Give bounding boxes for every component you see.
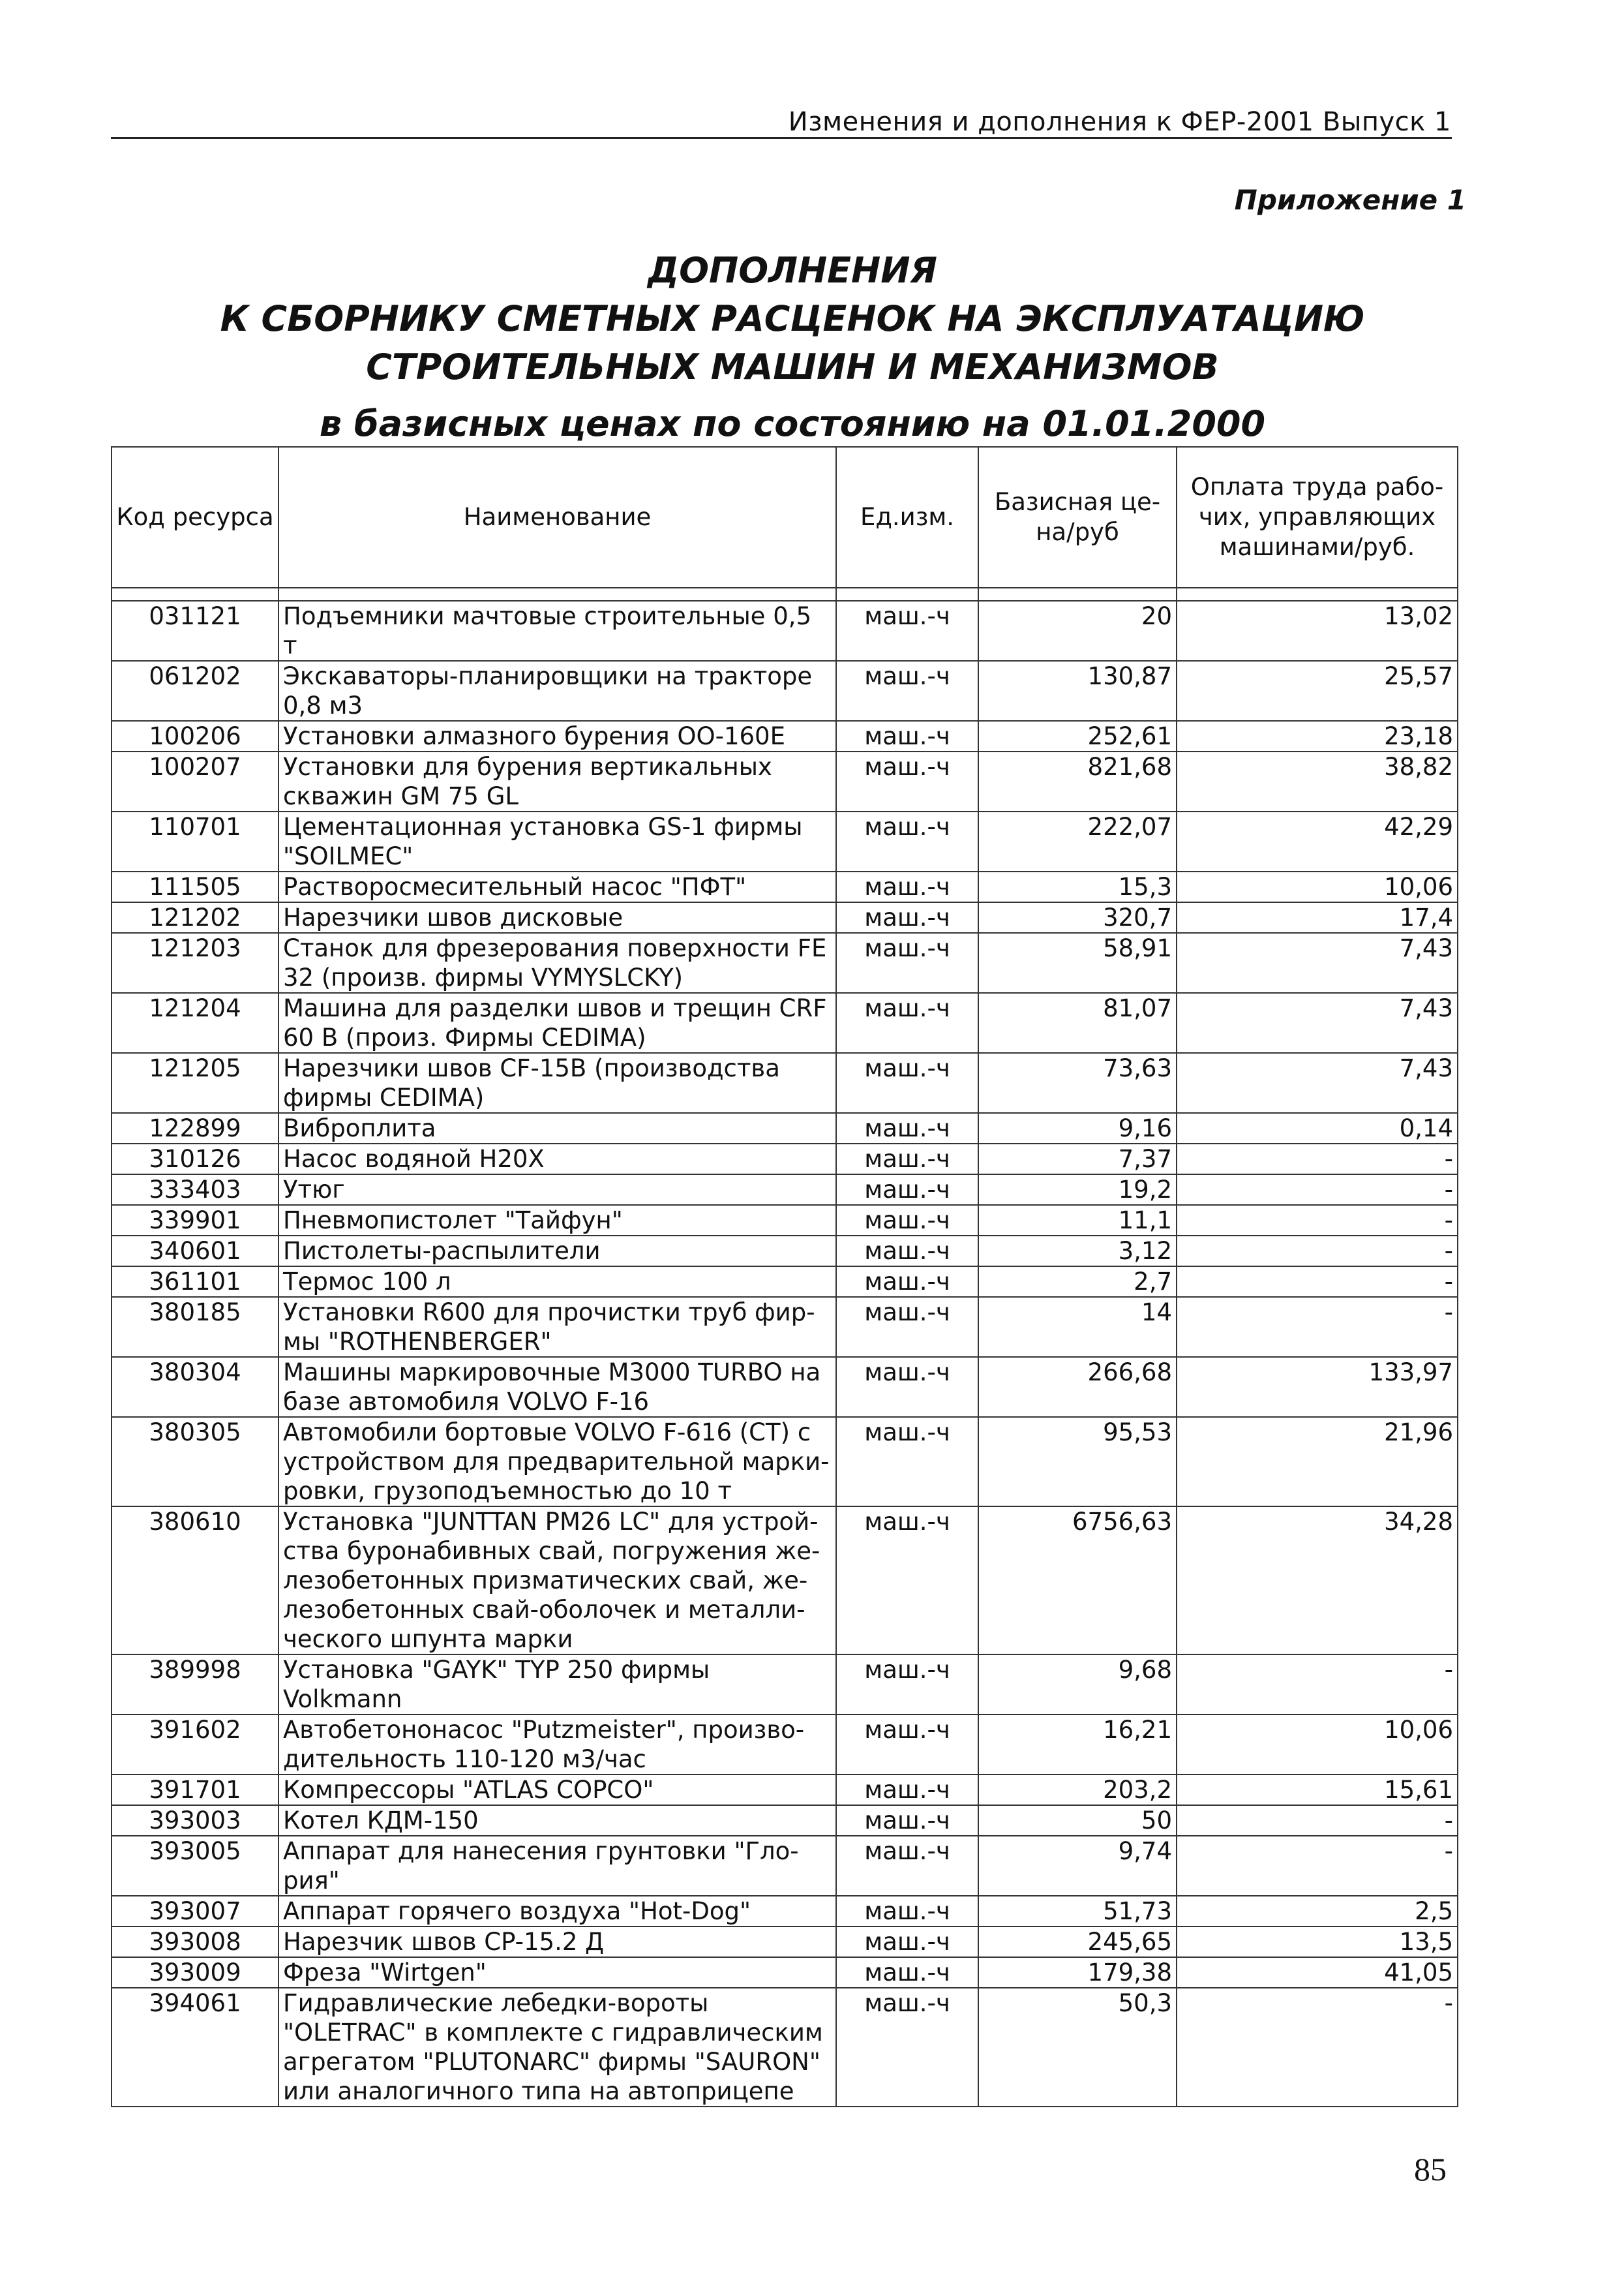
table-row <box>112 1357 1458 1417</box>
cell-pay: 133,97 <box>1177 1357 1458 1417</box>
cell-pay: 2,5 <box>1177 1896 1458 1926</box>
cell-name: Цементационная установка GS-1 фирмы "SOILMEC" <box>278 812 836 872</box>
cell-price: 14 <box>978 1297 1177 1357</box>
col-header-pay: Оплата труда рабо-чих, управляющих машинами/руб. <box>1177 447 1458 588</box>
table-row <box>112 872 1458 902</box>
title-line-2: К СБОРНИКУ СМЕТНЫХ РАСЦЕНОК НА ЭКСПЛУАТАЦИЮ <box>220 298 1365 339</box>
cell-price: 15,3 <box>978 872 1177 902</box>
cell-price: 58,91 <box>978 933 1177 993</box>
table-row <box>112 1774 1458 1805</box>
cell-name: Нарезчики швов дисковые <box>278 902 836 933</box>
cell-code: 380305 <box>112 1417 278 1506</box>
cell-unit: маш.-ч <box>836 1988 978 2107</box>
cell-pay: - <box>1177 1297 1458 1357</box>
cell-price: 9,68 <box>978 1654 1177 1714</box>
cell-name: Установки алмазного бурения ОО-160Е <box>278 721 836 752</box>
cell-price: 51,73 <box>978 1896 1177 1926</box>
cell-code: 110701 <box>112 812 278 872</box>
cell-price: 95,53 <box>978 1417 1177 1506</box>
cell-name: Подъемники мачтовые строительные 0,5 т <box>278 601 836 661</box>
cell-name: Автомобили бортовые VOLVO F-616 (CT) с устройством для предварительной марки-ровки, грузоподъемностью до 10 т <box>278 1417 836 1506</box>
cell-pay: 10,06 <box>1177 872 1458 902</box>
cell-name: Машины маркировочные M3000 TURBO на базе автомобиля VOLVO F-16 <box>278 1357 836 1417</box>
cell-name: Экскаваторы-планировщики на тракторе 0,8 м3 <box>278 661 836 721</box>
cell-pay: - <box>1177 1805 1458 1836</box>
cell-unit: маш.-ч <box>836 601 978 661</box>
cell-code: 121205 <box>112 1053 278 1113</box>
col-header-unit: Ед.изм. <box>836 447 978 588</box>
document-subtitle: в базисных ценах по состоянию на 01.01.2000 <box>319 403 1266 444</box>
cell-price: 2,7 <box>978 1266 1177 1297</box>
cell-pay: - <box>1177 1836 1458 1896</box>
cell-unit: маш.-ч <box>836 1205 978 1236</box>
cell-price: 203,2 <box>978 1774 1177 1805</box>
cell-pay: 41,05 <box>1177 1957 1458 1988</box>
cell-name: Станок для фрезерования поверхности FE 32 (произв. фирмы VYMYSLCKY) <box>278 933 836 993</box>
cell-unit: маш.-ч <box>836 902 978 933</box>
cell-price: 266,68 <box>978 1357 1177 1417</box>
cell-pay: - <box>1177 1654 1458 1714</box>
table-row <box>112 1205 1458 1236</box>
table-row <box>112 1417 1458 1506</box>
cell-name: Виброплита <box>278 1113 836 1144</box>
cell-unit: маш.-ч <box>836 1266 978 1297</box>
cell-unit: маш.-ч <box>836 1357 978 1417</box>
cell-name: Насос водяной H20X <box>278 1144 836 1174</box>
table-row <box>112 993 1458 1053</box>
table-row <box>112 812 1458 872</box>
cell-name: Установка "GAYK" TYP 250 фирмы Volkmann <box>278 1654 836 1714</box>
cell-price: 222,07 <box>978 812 1177 872</box>
cell-code: 380610 <box>112 1506 278 1654</box>
cell-price: 11,1 <box>978 1205 1177 1236</box>
page-number: 85 <box>1414 2151 1447 2187</box>
cell-price: 245,65 <box>978 1926 1177 1957</box>
cell-name: Автобетононасос "Putzmeister", произво-дительность 110-120 м3/час <box>278 1714 836 1774</box>
cell-code: 393003 <box>112 1805 278 1836</box>
cell-pay: 0,14 <box>1177 1113 1458 1144</box>
cell-code: 100207 <box>112 752 278 812</box>
cell-price: 179,38 <box>978 1957 1177 1988</box>
table-row <box>112 1506 1458 1654</box>
table-row <box>112 1144 1458 1174</box>
cell-pay: - <box>1177 1174 1458 1205</box>
table-row <box>112 1836 1458 1896</box>
cell-unit: маш.-ч <box>836 721 978 752</box>
cell-pay: 7,43 <box>1177 993 1458 1053</box>
cell-name: Установки R600 для прочистки труб фир-мы "ROTHENBERGER" <box>278 1297 836 1357</box>
cell-code: 061202 <box>112 661 278 721</box>
cell-unit: маш.-ч <box>836 661 978 721</box>
cell-pay: 13,02 <box>1177 601 1458 661</box>
table-row <box>112 1174 1458 1205</box>
cell-unit: маш.-ч <box>836 1805 978 1836</box>
table-row <box>112 1714 1458 1774</box>
cell-unit: маш.-ч <box>836 1174 978 1205</box>
cell-code: 391701 <box>112 1774 278 1805</box>
cell-code: 121204 <box>112 993 278 1053</box>
cell-pay: 13,5 <box>1177 1926 1458 1957</box>
table-row <box>112 1957 1458 1988</box>
table-row <box>112 933 1458 993</box>
col-header-name: Наименование <box>278 447 836 588</box>
resource-table <box>111 446 1458 2107</box>
cell-code: 310126 <box>112 1144 278 1174</box>
cell-unit: маш.-ч <box>836 1957 978 1988</box>
cell-code: 121202 <box>112 902 278 933</box>
table-row <box>112 1053 1458 1113</box>
cell-code: 340601 <box>112 1236 278 1266</box>
cell-pay: 23,18 <box>1177 721 1458 752</box>
cell-unit: маш.-ч <box>836 993 978 1053</box>
cell-unit: маш.-ч <box>836 1113 978 1144</box>
cell-code: 380304 <box>112 1357 278 1417</box>
cell-unit: маш.-ч <box>836 1417 978 1506</box>
cell-pay: 15,61 <box>1177 1774 1458 1805</box>
cell-unit: маш.-ч <box>836 812 978 872</box>
cell-price: 9,16 <box>978 1113 1177 1144</box>
cell-price: 81,07 <box>978 993 1177 1053</box>
cell-price: 16,21 <box>978 1714 1177 1774</box>
table-header-row <box>112 447 1458 588</box>
cell-price: 50,3 <box>978 1988 1177 2107</box>
cell-price: 130,87 <box>978 661 1177 721</box>
cell-name: Установка "JUNTTAN PM26 LC" для устрой-ства буронабивных свай, погружения же-лезобетонных призматических свай, же-лезобетонных свай-оболочек и металли-ческого шпунта марки <box>278 1506 836 1654</box>
col-header-price: Базисная це-на/руб <box>978 447 1177 588</box>
table-row <box>112 902 1458 933</box>
cell-code: 122899 <box>112 1113 278 1144</box>
title-line-3: СТРОИТЕЛЬНЫХ МАШИН И МЕХАНИЗМОВ <box>366 346 1219 388</box>
cell-unit: маш.-ч <box>836 1926 978 1957</box>
cell-code: 121203 <box>112 933 278 993</box>
table-row <box>112 1896 1458 1926</box>
cell-price: 20 <box>978 601 1177 661</box>
cell-name: Нарезчик швов CP-15.2 Д <box>278 1926 836 1957</box>
table-row <box>112 1654 1458 1714</box>
cell-name: Аппарат горячего воздуха "Hot-Dog" <box>278 1896 836 1926</box>
cell-pay: 7,43 <box>1177 1053 1458 1113</box>
cell-pay: 42,29 <box>1177 812 1458 872</box>
cell-name: Установки для бурения вертикальных скважин GM 75 GL <box>278 752 836 812</box>
cell-pay: - <box>1177 1236 1458 1266</box>
cell-pay: 34,28 <box>1177 1506 1458 1654</box>
cell-unit: маш.-ч <box>836 1506 978 1654</box>
cell-code: 380185 <box>112 1297 278 1357</box>
cell-name: Аппарат для нанесения грунтовки "Гло-рия" <box>278 1836 836 1896</box>
table-row <box>112 1805 1458 1836</box>
cell-unit: маш.-ч <box>836 933 978 993</box>
table-row <box>112 1266 1458 1297</box>
cell-unit: маш.-ч <box>836 1236 978 1266</box>
cell-code: 333403 <box>112 1174 278 1205</box>
col-header-code: Код ресурса <box>112 447 278 588</box>
cell-name: Котел КДМ-150 <box>278 1805 836 1836</box>
cell-unit: маш.-ч <box>836 1714 978 1774</box>
header-rule <box>111 137 1452 139</box>
cell-price: 320,7 <box>978 902 1177 933</box>
cell-price: 7,37 <box>978 1144 1177 1174</box>
cell-price: 821,68 <box>978 752 1177 812</box>
cell-pay: 21,96 <box>1177 1417 1458 1506</box>
cell-name: Пневмопистолет "Тайфун" <box>278 1205 836 1236</box>
cell-name: Растворосмесительный насос "ПФТ" <box>278 872 836 902</box>
cell-unit: маш.-ч <box>836 1144 978 1174</box>
cell-unit: маш.-ч <box>836 752 978 812</box>
cell-unit: маш.-ч <box>836 1053 978 1113</box>
cell-unit: маш.-ч <box>836 1836 978 1896</box>
table-row <box>112 661 1458 721</box>
table-row <box>112 1926 1458 1957</box>
cell-code: 393009 <box>112 1957 278 1988</box>
cell-code: 389998 <box>112 1654 278 1714</box>
table-row <box>112 1236 1458 1266</box>
cell-unit: маш.-ч <box>836 872 978 902</box>
cell-unit: маш.-ч <box>836 1654 978 1714</box>
table-row <box>112 752 1458 812</box>
cell-price: 19,2 <box>978 1174 1177 1205</box>
cell-code: 111505 <box>112 872 278 902</box>
cell-price: 9,74 <box>978 1836 1177 1896</box>
header-spacer-row <box>112 588 1458 601</box>
cell-name: Компрессоры "ATLAS COPCO" <box>278 1774 836 1805</box>
running-header: Изменения и дополнения к ФЕР-2001 Выпуск 1 <box>788 107 1451 137</box>
cell-code: 393007 <box>112 1896 278 1926</box>
cell-code: 100206 <box>112 721 278 752</box>
cell-name: Нарезчики швов CF-15В (производства фирмы CEDIMA) <box>278 1053 836 1113</box>
cell-pay: - <box>1177 1144 1458 1174</box>
title-line-1: ДОПОЛНЕНИЯ <box>648 250 937 291</box>
cell-price: 252,61 <box>978 721 1177 752</box>
cell-pay: 25,57 <box>1177 661 1458 721</box>
cell-code: 361101 <box>112 1266 278 1297</box>
cell-pay: 10,06 <box>1177 1714 1458 1774</box>
cell-pay: - <box>1177 1205 1458 1236</box>
cell-pay: 7,43 <box>1177 933 1458 993</box>
cell-name: Фреза "Wirtgen" <box>278 1957 836 1988</box>
cell-code: 394061 <box>112 1988 278 2107</box>
cell-code: 391602 <box>112 1714 278 1774</box>
cell-code: 339901 <box>112 1205 278 1236</box>
cell-pay: 38,82 <box>1177 752 1458 812</box>
table-body <box>112 588 1458 2107</box>
cell-name: Термос 100 л <box>278 1266 836 1297</box>
cell-price: 50 <box>978 1805 1177 1836</box>
cell-pay: - <box>1177 1988 1458 2107</box>
table-row <box>112 1988 1458 2107</box>
cell-price: 73,63 <box>978 1053 1177 1113</box>
cell-price: 6756,63 <box>978 1506 1177 1654</box>
cell-code: 031121 <box>112 601 278 661</box>
cell-price: 3,12 <box>978 1236 1177 1266</box>
cell-name: Гидравлические лебедки-вороты "OLETRAC" в комплекте с гидравлическим агрегатом "PLUTONARC" фирмы "SAURON" или аналогичного типа на автоприцепе <box>278 1988 836 2107</box>
table-row <box>112 1113 1458 1144</box>
table-row <box>112 601 1458 661</box>
cell-unit: маш.-ч <box>836 1774 978 1805</box>
cell-name: Пистолеты-распылители <box>278 1236 836 1266</box>
appendix-label: Приложение 1 <box>1234 184 1466 216</box>
cell-unit: маш.-ч <box>836 1297 978 1357</box>
cell-pay: 17,4 <box>1177 902 1458 933</box>
cell-pay: - <box>1177 1266 1458 1297</box>
cell-unit: маш.-ч <box>836 1896 978 1926</box>
cell-code: 393008 <box>112 1926 278 1957</box>
cell-name: Машина для разделки швов и трещин CRF 60 В (произ. Фирмы CEDIMA) <box>278 993 836 1053</box>
table-row <box>112 721 1458 752</box>
cell-code: 393005 <box>112 1836 278 1896</box>
document-title <box>0 247 1585 391</box>
cell-name: Утюг <box>278 1174 836 1205</box>
table-row <box>112 1297 1458 1357</box>
